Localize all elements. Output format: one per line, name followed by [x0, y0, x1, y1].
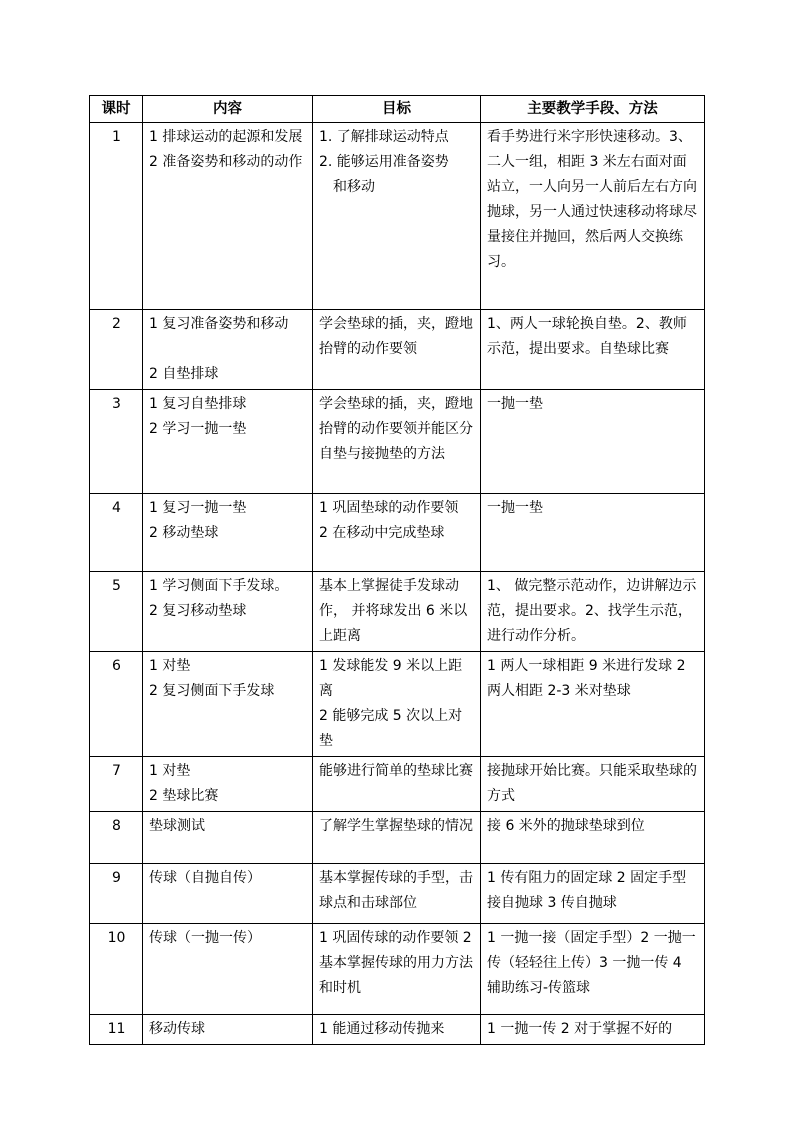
table-row	[90, 1015, 705, 1045]
method-cell: 1 一抛一传 2 对于掌握不好的	[481, 1015, 705, 1045]
lesson-number: 8	[90, 812, 143, 864]
header-lesson: 课时	[90, 96, 143, 123]
goal-cell: 1. 了解排球运动特点 2. 能够运用准备姿势 和移动	[313, 123, 481, 310]
table-row	[90, 652, 705, 757]
content-cell: 1 对垫 2 复习侧面下手发球	[143, 652, 313, 757]
content-cell: 垫球测试	[143, 812, 313, 864]
lesson-number: 7	[90, 757, 143, 812]
content-cell: 移动传球	[143, 1015, 313, 1045]
goal-cell: 了解学生掌握垫球的情况	[313, 812, 481, 864]
goal-cell: 1 巩固传球的动作要领 2 基本掌握传球的用力方法和时机	[313, 924, 481, 1015]
table-row	[90, 924, 705, 1015]
method-cell: 1、两人一球轮换自垫。2、教师示范，提出要求。自垫球比赛	[481, 310, 705, 390]
table-row	[90, 123, 705, 310]
header-goal: 目标	[313, 96, 481, 123]
goal-cell: 1 巩固垫球的动作要领 2 在移动中完成垫球	[313, 494, 481, 572]
method-cell: 1、 做完整示范动作，边讲解边示范，提出要求。2、找学生示范，进行动作分析。	[481, 572, 705, 652]
lesson-number: 5	[90, 572, 143, 652]
content-cell: 1 学习侧面下手发球。 2 复习移动垫球	[143, 572, 313, 652]
method-cell: 接 6 米外的抛球垫球到位	[481, 812, 705, 864]
method-cell: 1 两人一球相距 9 米进行发球 2 两人相距 2-3 米对垫球	[481, 652, 705, 757]
table-row	[90, 757, 705, 812]
table-row	[90, 390, 705, 494]
lesson-number: 3	[90, 390, 143, 494]
table-row	[90, 310, 705, 390]
goal-cell: 学会垫球的插，夹，蹬地抬臂的动作要领	[313, 310, 481, 390]
content-cell: 1 复习准备姿势和移动 2 自垫排球	[143, 310, 313, 390]
method-cell: 接抛球开始比赛。只能采取垫球的方式	[481, 757, 705, 812]
lesson-number: 11	[90, 1015, 143, 1045]
table-header-row	[90, 96, 705, 123]
goal-cell: 1 发球能发 9 米以上距离 2 能够完成 5 次以上对垫	[313, 652, 481, 757]
method-cell: 1 一抛一接（固定手型）2 一抛一传（轻轻往上传）3 一抛一传 4 辅助练习-传篮球	[481, 924, 705, 1015]
lesson-number: 2	[90, 310, 143, 390]
goal-cell: 能够进行简单的垫球比赛	[313, 757, 481, 812]
method-cell: 一抛一垫	[481, 494, 705, 572]
content-cell: 1 复习一抛一垫 2 移动垫球	[143, 494, 313, 572]
lesson-number: 9	[90, 864, 143, 924]
goal-cell: 1 能通过移动传抛来	[313, 1015, 481, 1045]
content-cell: 1 排球运动的起源和发展 2 准备姿势和移动的动作	[143, 123, 313, 310]
table-row	[90, 572, 705, 652]
content-cell: 传球（自抛自传）	[143, 864, 313, 924]
method-cell: 1 传有阻力的固定球 2 固定手型接自抛球 3 传自抛球	[481, 864, 705, 924]
header-content: 内容	[143, 96, 313, 123]
goal-cell: 学会垫球的插，夹，蹬地抬臂的动作要领并能区分自垫与接抛垫的方法	[313, 390, 481, 494]
table-row	[90, 494, 705, 572]
header-method: 主要教学手段、方法	[481, 96, 705, 123]
content-cell: 1 对垫 2 垫球比赛	[143, 757, 313, 812]
lesson-number: 1	[90, 123, 143, 310]
lesson-number: 4	[90, 494, 143, 572]
lesson-plan-table	[89, 95, 705, 1045]
content-cell: 1 复习自垫排球 2 学习一抛一垫	[143, 390, 313, 494]
goal-cell: 基本上掌握徒手发球动作， 并将球发出 6 米以上距离	[313, 572, 481, 652]
table-row	[90, 812, 705, 864]
goal-cell: 基本掌握传球的手型，击球点和击球部位	[313, 864, 481, 924]
content-cell: 传球（一抛一传）	[143, 924, 313, 1015]
method-cell: 看手势进行米字形快速移动。3、二人一组，相距 3 米左右面对面站立，一人向另一人前后左右方向抛球，另一人通过快速移动将球尽量接住并抛回，然后两人交换练习。	[481, 123, 705, 310]
method-cell: 一抛一垫	[481, 390, 705, 494]
table-row	[90, 864, 705, 924]
lesson-number: 10	[90, 924, 143, 1015]
lesson-number: 6	[90, 652, 143, 757]
